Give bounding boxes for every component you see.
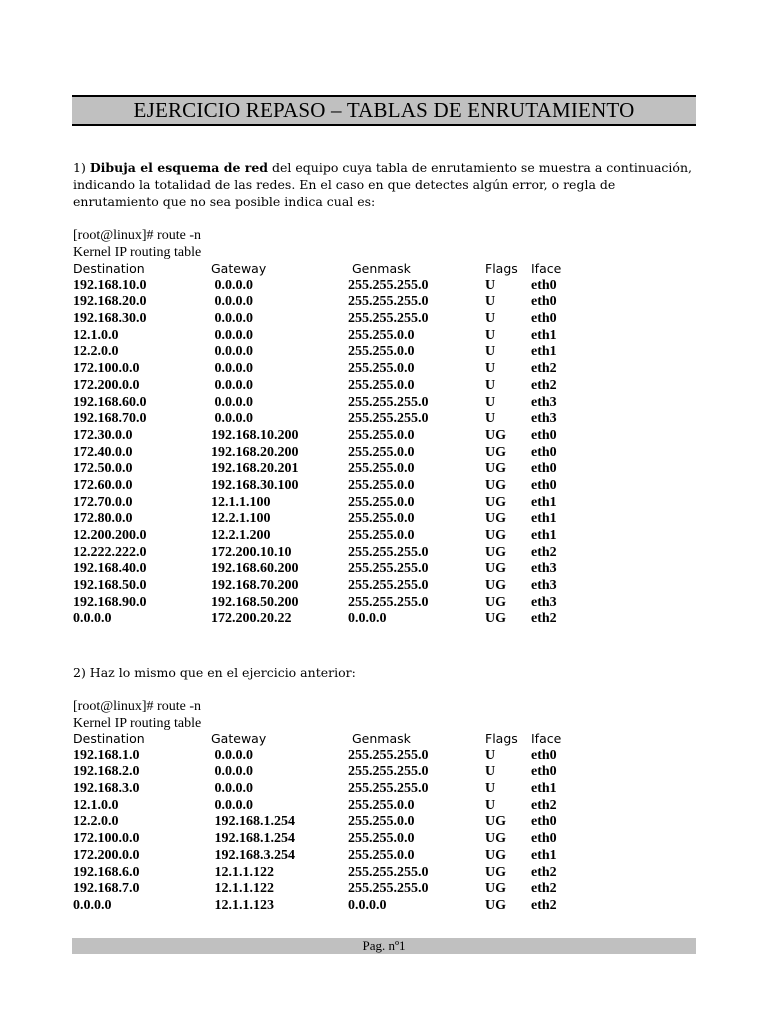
- cell-gateway: 192.168.3.254: [211, 847, 295, 863]
- cell-destination: 12.1.0.0: [73, 327, 119, 343]
- cell-iface: eth0: [531, 311, 557, 327]
- cell-genmask: 255.255.255.0: [348, 411, 429, 427]
- cell-destination: 192.168.3.0: [73, 781, 140, 797]
- cell-iface: eth1: [531, 528, 557, 543]
- cell-flags: UG: [485, 881, 506, 897]
- cell-flags: U: [485, 797, 496, 813]
- cell-genmask: 255.255.255.0: [348, 764, 429, 780]
- table-row: [73, 495, 613, 512]
- cell-flags: UG: [485, 444, 506, 460]
- cell-iface: eth3: [531, 561, 557, 577]
- cell-destination: 172.100.0.0: [73, 361, 140, 377]
- cell-iface: eth0: [531, 764, 557, 780]
- table-row: [73, 748, 613, 765]
- exercise1-number: 1): [73, 160, 86, 175]
- table-row: [73, 395, 613, 412]
- cell-destination: 172.100.0.0: [73, 831, 140, 847]
- cell-flags: UG: [485, 897, 506, 913]
- cell-genmask: 255.255.255.0: [348, 294, 429, 310]
- table-row: [73, 411, 613, 428]
- cell-gateway: 192.168.70.200: [211, 578, 299, 594]
- cell-gateway: 0.0.0.0: [211, 361, 253, 377]
- cell-gateway: 0.0.0.0: [211, 294, 253, 310]
- cell-iface: eth0: [531, 747, 557, 763]
- cell-destination: 172.70.0.0: [73, 494, 133, 510]
- table-row: [73, 611, 613, 628]
- cell-genmask: 255.255.0.0: [348, 461, 415, 477]
- page-title-text: EJERCICIO REPASO – TABLAS DE ENRUTAMIENTO: [133, 98, 635, 122]
- cell-flags: U: [485, 344, 496, 360]
- header-gateway: Gateway: [211, 261, 267, 276]
- cell-genmask: 255.255.0.0: [348, 528, 415, 543]
- cell-genmask: 255.255.0.0: [348, 797, 415, 813]
- cell-iface: eth2: [531, 377, 557, 393]
- exercise1-table-title: Kernel IP routing table: [73, 245, 202, 260]
- exercise1-routing-table: [73, 261, 613, 628]
- page-number: Pag. nº1: [362, 938, 406, 953]
- cell-flags: U: [485, 394, 496, 410]
- exercise2-routing-table: [73, 731, 613, 915]
- cell-gateway: 0.0.0.0: [211, 764, 253, 780]
- cell-flags: U: [485, 377, 496, 393]
- cell-flags: U: [485, 327, 496, 343]
- cell-gateway: 192.168.1.254: [211, 831, 295, 847]
- cell-destination: 192.168.6.0: [73, 864, 140, 880]
- cell-gateway: 12.1.1.122: [211, 864, 274, 880]
- table-row: [73, 865, 613, 882]
- cell-gateway: 12.2.1.100: [211, 511, 271, 527]
- table-row: [73, 428, 613, 445]
- cell-flags: UG: [485, 461, 506, 477]
- cell-iface: eth1: [531, 511, 557, 527]
- cell-iface: eth0: [531, 477, 557, 493]
- cell-gateway: 0.0.0.0: [211, 797, 253, 813]
- cell-destination: 192.168.40.0: [73, 561, 147, 577]
- cell-destination: 192.168.50.0: [73, 578, 147, 594]
- header-destination: Destination: [73, 261, 145, 276]
- cell-gateway: 192.168.20.201: [211, 461, 299, 477]
- cell-destination: 12.1.0.0: [73, 797, 119, 813]
- table-row: [73, 814, 613, 831]
- table-row: [73, 881, 613, 898]
- cell-destination: 192.168.1.0: [73, 747, 140, 763]
- header-iface: Iface: [531, 261, 562, 276]
- cell-gateway: 0.0.0.0: [211, 277, 253, 293]
- cell-genmask: 0.0.0.0: [348, 897, 387, 913]
- header-flags: Flags: [485, 731, 518, 746]
- cell-iface: eth3: [531, 394, 557, 410]
- cell-gateway: 192.168.60.200: [211, 561, 299, 577]
- cell-flags: UG: [485, 511, 506, 527]
- cell-iface: eth1: [531, 344, 557, 360]
- cell-genmask: 255.255.0.0: [348, 847, 415, 863]
- cell-iface: eth1: [531, 494, 557, 510]
- cell-flags: U: [485, 294, 496, 310]
- cell-flags: UG: [485, 864, 506, 880]
- cell-destination: 192.168.7.0: [73, 881, 140, 897]
- table-row: [73, 344, 613, 361]
- table-row: [73, 311, 613, 328]
- cell-flags: U: [485, 411, 496, 427]
- header-destination: Destination: [73, 731, 145, 746]
- cell-flags: UG: [485, 494, 506, 510]
- cell-flags: UG: [485, 477, 506, 493]
- cell-destination: 192.168.20.0: [73, 294, 147, 310]
- cell-gateway: 12.2.1.200: [211, 528, 271, 543]
- header-genmask: Genmask: [352, 731, 411, 746]
- cell-flags: UG: [485, 528, 506, 543]
- table-row: [73, 578, 613, 595]
- table-row: [73, 294, 613, 311]
- cell-genmask: 255.255.255.0: [348, 394, 429, 410]
- header-iface: Iface: [531, 731, 562, 746]
- cell-gateway: 192.168.10.200: [211, 427, 299, 443]
- cell-flags: UG: [485, 814, 506, 830]
- table-row: [73, 545, 613, 562]
- cell-flags: U: [485, 311, 496, 327]
- cell-destination: 172.200.0.0: [73, 377, 140, 393]
- cell-genmask: 255.255.0.0: [348, 477, 415, 493]
- cell-iface: eth3: [531, 578, 557, 594]
- cell-flags: U: [485, 277, 496, 293]
- cell-genmask: 255.255.255.0: [348, 544, 429, 560]
- cell-iface: eth1: [531, 781, 557, 797]
- cell-iface: eth0: [531, 427, 557, 443]
- cell-flags: UG: [485, 611, 506, 627]
- header-flags: Flags: [485, 261, 518, 276]
- cell-iface: eth3: [531, 411, 557, 427]
- cell-gateway: 192.168.30.100: [211, 477, 299, 493]
- cell-genmask: 255.255.0.0: [348, 511, 415, 527]
- table-row: [73, 528, 613, 545]
- table-header: [73, 261, 613, 278]
- table-row: [73, 561, 613, 578]
- cell-iface: eth1: [531, 847, 557, 863]
- cell-gateway: 172.200.10.10: [211, 544, 292, 560]
- table-row: [73, 781, 613, 798]
- cell-genmask: 255.255.255.0: [348, 881, 429, 897]
- cell-gateway: 172.200.20.22: [211, 611, 292, 627]
- cell-genmask: 255.255.0.0: [348, 444, 415, 460]
- cell-destination: 12.200.200.0: [73, 528, 147, 543]
- table-row: [73, 764, 613, 781]
- cell-genmask: 255.255.255.0: [348, 781, 429, 797]
- cell-destination: 192.168.70.0: [73, 411, 147, 427]
- cell-destination: 12.2.0.0: [73, 344, 119, 360]
- cell-genmask: 255.255.0.0: [348, 327, 415, 343]
- cell-gateway: 192.168.1.254: [211, 814, 295, 830]
- exercise2-prompt: [root@linux]# route -n: [73, 699, 201, 714]
- cell-destination: 12.222.222.0: [73, 544, 147, 560]
- cell-genmask: 255.255.0.0: [348, 344, 415, 360]
- cell-destination: 192.168.30.0: [73, 311, 147, 327]
- cell-genmask: 255.255.255.0: [348, 578, 429, 594]
- cell-iface: eth1: [531, 327, 557, 343]
- cell-destination: 192.168.10.0: [73, 277, 147, 293]
- cell-genmask: 0.0.0.0: [348, 611, 387, 627]
- exercise1-prompt: [root@linux]# route -n: [73, 228, 201, 243]
- cell-iface: eth2: [531, 881, 557, 897]
- cell-flags: UG: [485, 427, 506, 443]
- cell-flags: UG: [485, 578, 506, 594]
- exercise1-text: del equipo cuya tabla de enrutamiento se muestra a continuación, indicando la totalidad de las redes. En el caso en que detectes algún error, o regla de enrutamiento que no sea posible indica cual es:: [73, 160, 692, 209]
- cell-gateway: 0.0.0.0: [211, 327, 253, 343]
- cell-iface: eth0: [531, 277, 557, 293]
- cell-iface: eth2: [531, 897, 557, 913]
- exercise2-table-title: Kernel IP routing table: [73, 716, 202, 731]
- cell-genmask: 255.255.0.0: [348, 831, 415, 847]
- cell-iface: eth2: [531, 797, 557, 813]
- cell-iface: eth2: [531, 864, 557, 880]
- cell-destination: 192.168.2.0: [73, 764, 140, 780]
- cell-iface: eth0: [531, 444, 557, 460]
- cell-iface: eth3: [531, 594, 557, 610]
- cell-iface: eth2: [531, 361, 557, 377]
- exercise1-statement: [73, 159, 697, 210]
- cell-genmask: 255.255.255.0: [348, 561, 429, 577]
- cell-genmask: 255.255.255.0: [348, 277, 429, 293]
- cell-gateway: 192.168.20.200: [211, 444, 299, 460]
- cell-iface: eth2: [531, 611, 557, 627]
- cell-gateway: 0.0.0.0: [211, 377, 253, 393]
- cell-gateway: 0.0.0.0: [211, 411, 253, 427]
- table-header: [73, 731, 613, 748]
- table-row: [73, 445, 613, 462]
- cell-gateway: 12.1.1.100: [211, 494, 271, 510]
- cell-gateway: 0.0.0.0: [211, 311, 253, 327]
- cell-gateway: 12.1.1.122: [211, 881, 274, 897]
- cell-destination: 172.200.0.0: [73, 847, 140, 863]
- cell-flags: UG: [485, 561, 506, 577]
- cell-gateway: 0.0.0.0: [211, 394, 253, 410]
- cell-flags: UG: [485, 544, 506, 560]
- cell-destination: 192.168.60.0: [73, 394, 147, 410]
- cell-gateway: 12.1.1.123: [211, 897, 274, 913]
- cell-flags: U: [485, 764, 496, 780]
- table-row: [73, 595, 613, 612]
- table-row: [73, 361, 613, 378]
- cell-genmask: 255.255.255.0: [348, 311, 429, 327]
- cell-destination: 192.168.90.0: [73, 594, 147, 610]
- cell-destination: 172.50.0.0: [73, 461, 133, 477]
- table-row: [73, 278, 613, 295]
- table-row: [73, 898, 613, 915]
- cell-destination: 0.0.0.0: [73, 611, 112, 627]
- table-row: [73, 378, 613, 395]
- page-footer: [72, 938, 696, 954]
- cell-destination: 0.0.0.0: [73, 897, 112, 913]
- cell-destination: 172.30.0.0: [73, 427, 133, 443]
- cell-iface: eth2: [531, 544, 557, 560]
- table-row: [73, 798, 613, 815]
- cell-gateway: 0.0.0.0: [211, 781, 253, 797]
- header-genmask: Genmask: [352, 261, 411, 276]
- table-row: [73, 328, 613, 345]
- exercise1-bold-text: Dibuja el esquema de red: [89, 160, 269, 175]
- table-row: [73, 461, 613, 478]
- cell-gateway: 192.168.50.200: [211, 594, 299, 610]
- cell-iface: eth0: [531, 294, 557, 310]
- cell-flags: U: [485, 747, 496, 763]
- cell-flags: U: [485, 781, 496, 797]
- cell-destination: 12.2.0.0: [73, 814, 119, 830]
- cell-genmask: 255.255.255.0: [348, 594, 429, 610]
- cell-flags: UG: [485, 594, 506, 610]
- cell-genmask: 255.255.255.0: [348, 864, 429, 880]
- cell-destination: 172.80.0.0: [73, 511, 133, 527]
- cell-flags: UG: [485, 847, 506, 863]
- page-title: [72, 95, 696, 126]
- cell-genmask: 255.255.0.0: [348, 427, 415, 443]
- table-row: [73, 831, 613, 848]
- cell-destination: 172.60.0.0: [73, 477, 133, 493]
- cell-iface: eth0: [531, 831, 557, 847]
- cell-flags: UG: [485, 831, 506, 847]
- cell-genmask: 255.255.0.0: [348, 361, 415, 377]
- cell-iface: eth0: [531, 461, 557, 477]
- table-row: [73, 478, 613, 495]
- header-gateway: Gateway: [211, 731, 267, 746]
- cell-genmask: 255.255.0.0: [348, 377, 415, 393]
- cell-genmask: 255.255.255.0: [348, 747, 429, 763]
- cell-gateway: 0.0.0.0: [211, 747, 253, 763]
- table-row: [73, 848, 613, 865]
- cell-iface: eth0: [531, 814, 557, 830]
- cell-genmask: 255.255.0.0: [348, 494, 415, 510]
- cell-genmask: 255.255.0.0: [348, 814, 415, 830]
- cell-destination: 172.40.0.0: [73, 444, 133, 460]
- exercise2-statement: 2) Haz lo mismo que en el ejercicio anterior:: [73, 665, 356, 680]
- cell-gateway: 0.0.0.0: [211, 344, 253, 360]
- table-row: [73, 511, 613, 528]
- cell-flags: U: [485, 361, 496, 377]
